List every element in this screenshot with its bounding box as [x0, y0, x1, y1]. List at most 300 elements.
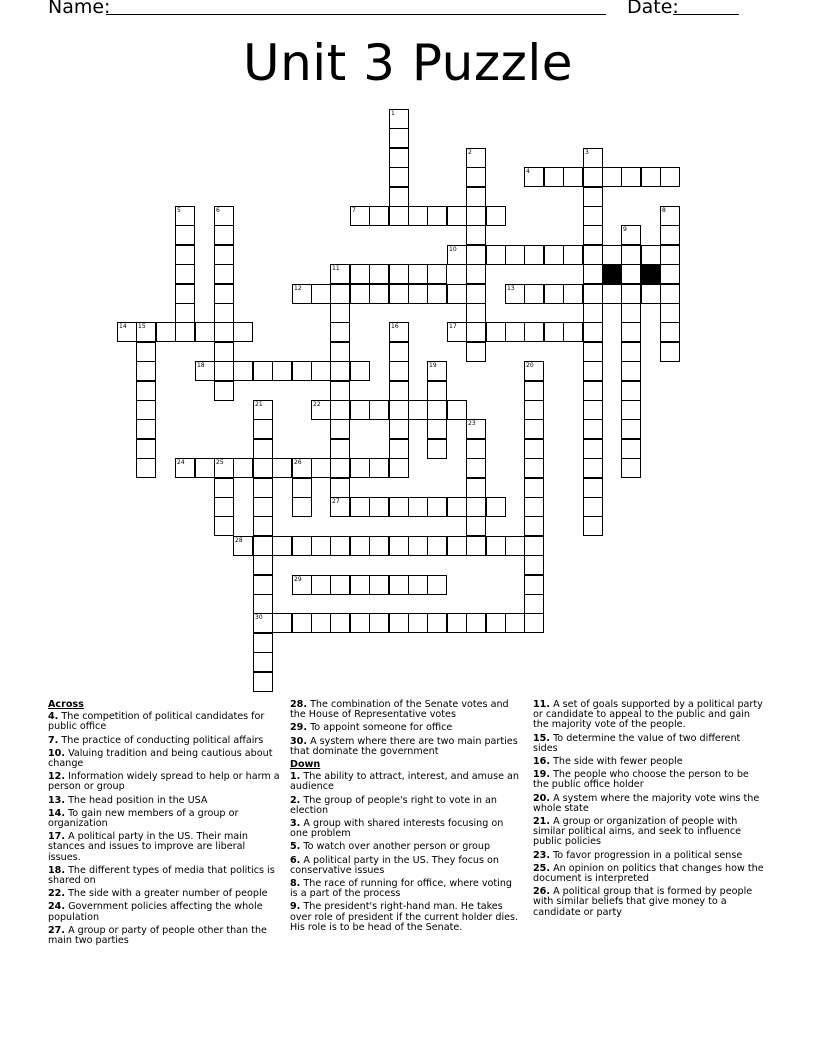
- crossword-cell[interactable]: [214, 381, 234, 401]
- down-clue-16: 16. The side with fewer people: [533, 756, 683, 768]
- crossword-cell[interactable]: [524, 497, 544, 517]
- crossword-cell[interactable]: [330, 536, 350, 556]
- crossword-cell[interactable]: [447, 400, 467, 420]
- crossword-cell[interactable]: [214, 225, 234, 245]
- crossword-cell[interactable]: [253, 652, 273, 672]
- crossword-cell[interactable]: [408, 497, 428, 517]
- crossword-cell[interactable]: [486, 536, 506, 556]
- crossword-cell[interactable]: [330, 613, 350, 633]
- crossword-cell[interactable]: [253, 419, 273, 439]
- crossword-cell[interactable]: [369, 613, 389, 633]
- crossword-cell[interactable]: [583, 439, 603, 459]
- crossword-cell[interactable]: [583, 322, 603, 342]
- crossword-cell[interactable]: [214, 342, 234, 362]
- crossword-cell[interactable]: [408, 536, 428, 556]
- crossword-cell[interactable]: [660, 342, 680, 362]
- crossword-cell[interactable]: [272, 536, 292, 556]
- clue-number-28: 28: [235, 537, 243, 544]
- crossword-cell[interactable]: [311, 284, 331, 304]
- crossword-cell[interactable]: [253, 536, 273, 556]
- across-clue-18: 18. The different types of media that politics is shared on: [48, 864, 275, 887]
- crossword-cell[interactable]: [389, 439, 409, 459]
- crossword-cell[interactable]: [330, 342, 350, 362]
- crossword-cell[interactable]: [583, 400, 603, 420]
- crossword-cell[interactable]: [583, 206, 603, 226]
- crossword-cell[interactable]: [641, 245, 661, 265]
- down-clue-26: 26. A political group that is formed by people with similar beliefs that give money to a candidate or party: [533, 886, 753, 918]
- crossword-cell[interactable]: [524, 575, 544, 595]
- crossword-cell[interactable]: [408, 264, 428, 284]
- crossword-cell[interactable]: [583, 361, 603, 381]
- crossword-cell[interactable]: [389, 109, 409, 129]
- clue-number-16: 16: [391, 323, 399, 330]
- crossword-cell[interactable]: [447, 284, 467, 304]
- crossword-cell[interactable]: [233, 322, 253, 342]
- crossword-cell[interactable]: [292, 536, 312, 556]
- crossword-cell[interactable]: [466, 284, 486, 304]
- clue-number-15: 15: [138, 323, 146, 330]
- crossword-cell[interactable]: [447, 536, 467, 556]
- crossword-cell[interactable]: [389, 167, 409, 187]
- crossword-cell[interactable]: [389, 361, 409, 381]
- crossword-cell[interactable]: [330, 419, 350, 439]
- crossword-cell[interactable]: [272, 458, 292, 478]
- crossword-cell[interactable]: [253, 439, 273, 459]
- crossword-cell[interactable]: [427, 400, 447, 420]
- crossword-cell[interactable]: [505, 245, 525, 265]
- clue-number-26: 26: [294, 459, 302, 466]
- crossword-cell[interactable]: [621, 458, 641, 478]
- crossword-cell[interactable]: [389, 128, 409, 148]
- crossword-cell[interactable]: [486, 497, 506, 517]
- crossword-cell[interactable]: [389, 458, 409, 478]
- crossword-cell[interactable]: [350, 458, 370, 478]
- crossword-cell[interactable]: [602, 284, 622, 304]
- crossword-cell[interactable]: [524, 613, 544, 633]
- crossword-cell[interactable]: [214, 516, 234, 536]
- crossword-cell[interactable]: [214, 361, 234, 381]
- crossword-cell[interactable]: [505, 284, 525, 304]
- crossword-cell[interactable]: [136, 419, 156, 439]
- down-heading: Down: [290, 759, 321, 771]
- crossword-cell[interactable]: [427, 381, 447, 401]
- clue-number-27: 27: [332, 498, 340, 505]
- crossword-cell[interactable]: [486, 613, 506, 633]
- crossword-cell[interactable]: [195, 458, 215, 478]
- crossword-cell[interactable]: [524, 555, 544, 575]
- crossword-cell[interactable]: [408, 284, 428, 304]
- clue-number-2: 2: [468, 149, 472, 156]
- down-clue-1: 1. The ability to attract, interest, and amuse an audience: [290, 771, 519, 793]
- crossword-cell[interactable]: [253, 613, 273, 633]
- crossword-cell[interactable]: [621, 342, 641, 362]
- crossword-cell[interactable]: [466, 264, 486, 284]
- crossword-cell[interactable]: [175, 458, 195, 478]
- crossword-cell[interactable]: [311, 400, 331, 420]
- crossword-cell[interactable]: [292, 361, 312, 381]
- across-clue-17: 17. A political party in the US. Their main stances and issues to improve are liberal issues.: [48, 831, 248, 863]
- crossword-cell[interactable]: [253, 516, 273, 536]
- crossword-cell[interactable]: [447, 206, 467, 226]
- clue-number-6: 6: [216, 207, 220, 214]
- crossword-cell[interactable]: [330, 322, 350, 342]
- crossword-cell[interactable]: [253, 400, 273, 420]
- crossword-cell[interactable]: [369, 536, 389, 556]
- crossword-cell[interactable]: [175, 206, 195, 226]
- crossword-cell[interactable]: [136, 342, 156, 362]
- crossword-cell[interactable]: [466, 148, 486, 168]
- crossword-cell[interactable]: [583, 303, 603, 323]
- crossword-cell[interactable]: [350, 497, 370, 517]
- crossword-cell[interactable]: [544, 167, 564, 187]
- crossword-cell[interactable]: [641, 284, 661, 304]
- crossword-cell[interactable]: [389, 187, 409, 207]
- crossword-cell[interactable]: [466, 536, 486, 556]
- crossword-cell[interactable]: [583, 381, 603, 401]
- crossword-cell[interactable]: [427, 419, 447, 439]
- crossword-cell[interactable]: [330, 361, 350, 381]
- crossword-cell[interactable]: [524, 516, 544, 536]
- crossword-cell[interactable]: [466, 303, 486, 323]
- crossword-cell[interactable]: [292, 497, 312, 517]
- crossword-cell[interactable]: [466, 478, 486, 498]
- crossword-cell[interactable]: [389, 536, 409, 556]
- crossword-cell[interactable]: [369, 206, 389, 226]
- crossword-cell[interactable]: [292, 284, 312, 304]
- crossword-cell[interactable]: [466, 516, 486, 536]
- crossword-cell[interactable]: [660, 264, 680, 284]
- crossword-cell[interactable]: [621, 381, 641, 401]
- crossword-cell[interactable]: [583, 342, 603, 362]
- crossword-cell[interactable]: [621, 225, 641, 245]
- crossword-cell[interactable]: [524, 167, 544, 187]
- crossword-cell[interactable]: [389, 400, 409, 420]
- crossword-cell[interactable]: [253, 361, 273, 381]
- date-label: Date:: [627, 0, 679, 18]
- crossword-cell[interactable]: [583, 478, 603, 498]
- crossword-cell[interactable]: [583, 187, 603, 207]
- crossword-cell[interactable]: [272, 613, 292, 633]
- crossword-cell[interactable]: [389, 148, 409, 168]
- crossword-cell[interactable]: [466, 225, 486, 245]
- crossword-cell[interactable]: [524, 381, 544, 401]
- across-heading: Across: [48, 699, 84, 710]
- crossword-cell[interactable]: [524, 400, 544, 420]
- crossword-cell[interactable]: [621, 361, 641, 381]
- crossword-cell[interactable]: [311, 361, 331, 381]
- crossword-cell[interactable]: [233, 536, 253, 556]
- crossword-cell[interactable]: [447, 322, 467, 342]
- crossword-cell[interactable]: [524, 478, 544, 498]
- crossword-cell[interactable]: [175, 284, 195, 304]
- down-clue-11: 11. A set of goals supported by a political party or candidate to appeal to the public and gain the majority vote of the people.: [533, 699, 763, 731]
- crossword-cell[interactable]: [466, 613, 486, 633]
- crossword-cell[interactable]: [136, 400, 156, 420]
- clue-number-3: 3: [585, 149, 589, 156]
- crossword-cell[interactable]: [389, 381, 409, 401]
- crossword-cell[interactable]: [330, 400, 350, 420]
- crossword-cell[interactable]: [389, 206, 409, 226]
- crossword-cell[interactable]: [350, 361, 370, 381]
- crossword-cell[interactable]: [175, 225, 195, 245]
- crossword-cell[interactable]: [253, 633, 273, 653]
- crossword-cell[interactable]: [330, 303, 350, 323]
- crossword-cell[interactable]: [389, 264, 409, 284]
- crossword-cell[interactable]: [427, 284, 447, 304]
- crossword-cell[interactable]: [621, 284, 641, 304]
- crossword-cell[interactable]: [369, 575, 389, 595]
- crossword-cell[interactable]: [369, 400, 389, 420]
- crossword-cell[interactable]: [486, 322, 506, 342]
- across-clue-4: 4. The competition of political candidates for public office: [48, 711, 265, 733]
- crossword-cell[interactable]: [583, 516, 603, 536]
- across-clue-30: 30. A system where there are two main parties that dominate the government: [290, 735, 518, 757]
- crossword-cell[interactable]: [621, 419, 641, 439]
- crossword-cell[interactable]: [583, 458, 603, 478]
- crossword-cell[interactable]: [524, 439, 544, 459]
- crossword-cell[interactable]: [660, 245, 680, 265]
- crossword-cell[interactable]: [136, 439, 156, 459]
- clues-column-1: [48, 700, 280, 949]
- crossword-cell[interactable]: [427, 206, 447, 226]
- crossword-cell[interactable]: [389, 575, 409, 595]
- crossword-cell[interactable]: [660, 167, 680, 187]
- crossword-cell[interactable]: [563, 284, 583, 304]
- crossword-cell[interactable]: [408, 206, 428, 226]
- crossword-cell[interactable]: [175, 303, 195, 323]
- crossword-cell[interactable]: [544, 245, 564, 265]
- crossword-cell[interactable]: [660, 322, 680, 342]
- crossword-cell[interactable]: [330, 575, 350, 595]
- crossword-cell[interactable]: [214, 206, 234, 226]
- crossword-cell[interactable]: [136, 458, 156, 478]
- crossword-cell[interactable]: [408, 400, 428, 420]
- crossword-cell[interactable]: [350, 536, 370, 556]
- crossword-cell[interactable]: [175, 322, 195, 342]
- crossword-cell[interactable]: [408, 613, 428, 633]
- black-square: [602, 264, 622, 284]
- crossword-cell[interactable]: [330, 497, 350, 517]
- crossword-cell[interactable]: [563, 322, 583, 342]
- crossword-cell[interactable]: [369, 264, 389, 284]
- clue-number-20: 20: [526, 362, 534, 369]
- name-label: Name:: [48, 0, 111, 18]
- across-clue-22: 22. The side with a greater number of people: [48, 888, 268, 900]
- down-clue-23: 23. To favor progression in a political sense: [533, 849, 743, 861]
- crossword-cell[interactable]: [621, 264, 641, 284]
- crossword-cell[interactable]: [660, 284, 680, 304]
- crossword-cell[interactable]: [621, 303, 641, 323]
- crossword-cell[interactable]: [524, 245, 544, 265]
- crossword-cell[interactable]: [350, 206, 370, 226]
- crossword-cell[interactable]: [330, 284, 350, 304]
- crossword-cell[interactable]: [563, 167, 583, 187]
- crossword-cell[interactable]: [389, 613, 409, 633]
- crossword-cell[interactable]: [524, 536, 544, 556]
- crossword-cell[interactable]: [583, 225, 603, 245]
- clue-number-22: 22: [313, 401, 321, 408]
- crossword-cell[interactable]: [369, 497, 389, 517]
- crossword-cell[interactable]: [156, 322, 176, 342]
- crossword-cell[interactable]: [214, 284, 234, 304]
- crossword-cell[interactable]: [621, 167, 641, 187]
- crossword-cell[interactable]: [466, 458, 486, 478]
- crossword-cell[interactable]: [253, 594, 273, 614]
- crossword-cell[interactable]: [214, 497, 234, 517]
- crossword-cell[interactable]: [505, 322, 525, 342]
- crossword-cell[interactable]: [369, 458, 389, 478]
- crossword-cell[interactable]: [330, 381, 350, 401]
- crossword-cell[interactable]: [292, 575, 312, 595]
- crossword-cell[interactable]: [253, 458, 273, 478]
- crossword-cell[interactable]: [253, 497, 273, 517]
- crossword-cell[interactable]: [350, 284, 370, 304]
- crossword-cell[interactable]: [233, 458, 253, 478]
- crossword-cell[interactable]: [253, 555, 273, 575]
- crossword-cell[interactable]: [427, 536, 447, 556]
- crossword-cell[interactable]: [330, 264, 350, 284]
- crossword-cell[interactable]: [466, 497, 486, 517]
- crossword-cell[interactable]: [583, 284, 603, 304]
- crossword-cell[interactable]: [389, 342, 409, 362]
- crossword-cell[interactable]: [389, 497, 409, 517]
- crossword-cell[interactable]: [195, 361, 215, 381]
- crossword-cell[interactable]: [524, 458, 544, 478]
- crossword-cell[interactable]: [466, 245, 486, 265]
- crossword-cell[interactable]: [621, 439, 641, 459]
- crossword-cell[interactable]: [466, 439, 486, 459]
- crossword-cell[interactable]: [136, 361, 156, 381]
- crossword-cell[interactable]: [350, 575, 370, 595]
- crossword-cell[interactable]: [466, 187, 486, 207]
- crossword-cell[interactable]: [233, 361, 253, 381]
- crossword-cell[interactable]: [621, 322, 641, 342]
- crossword-cell[interactable]: [427, 264, 447, 284]
- crossword-cell[interactable]: [292, 478, 312, 498]
- across-clue-12: 12. Information widely spread to help or harm a person or group: [48, 771, 280, 793]
- crossword-cell[interactable]: [563, 245, 583, 265]
- crossword-cell[interactable]: [214, 478, 234, 498]
- crossword-cell[interactable]: [524, 419, 544, 439]
- crossword-cell[interactable]: [136, 322, 156, 342]
- crossword-cell[interactable]: [583, 167, 603, 187]
- crossword-cell[interactable]: [175, 264, 195, 284]
- crossword-cell[interactable]: [447, 245, 467, 265]
- crossword-cell[interactable]: [136, 381, 156, 401]
- crossword-cell[interactable]: [524, 594, 544, 614]
- crossword-cell[interactable]: [369, 284, 389, 304]
- crossword-cell[interactable]: [311, 575, 331, 595]
- clue-number-14: 14: [119, 323, 127, 330]
- across-clue-10: 10. Valuing tradition and being cautious about change: [48, 747, 273, 770]
- crossword-cell[interactable]: [408, 575, 428, 595]
- crossword-cell[interactable]: [466, 322, 486, 342]
- crossword-cell[interactable]: [292, 458, 312, 478]
- crossword-cell[interactable]: [214, 322, 234, 342]
- crossword-cell[interactable]: [660, 225, 680, 245]
- crossword-cell[interactable]: [641, 167, 661, 187]
- crossword-cell[interactable]: [505, 536, 525, 556]
- crossword-cell[interactable]: [466, 419, 486, 439]
- crossword-cell[interactable]: [330, 458, 350, 478]
- crossword-cell[interactable]: [350, 613, 370, 633]
- crossword-cell[interactable]: [583, 419, 603, 439]
- crossword-cell[interactable]: [292, 613, 312, 633]
- crossword-cell[interactable]: [505, 613, 525, 633]
- crossword-cell[interactable]: [253, 478, 273, 498]
- crossword-cell[interactable]: [253, 672, 273, 692]
- crossword-cell[interactable]: [350, 264, 370, 284]
- crossword-cell[interactable]: [466, 342, 486, 362]
- crossword-cell[interactable]: [583, 497, 603, 517]
- crossword-cell[interactable]: [427, 575, 447, 595]
- down-clue-5: 5. To watch over another person or group: [290, 841, 491, 853]
- crossword-cell[interactable]: [350, 400, 370, 420]
- crossword-cell[interactable]: [311, 536, 331, 556]
- crossword-cell[interactable]: [583, 264, 603, 284]
- crossword-cell[interactable]: [427, 439, 447, 459]
- crossword-cell[interactable]: [311, 613, 331, 633]
- crossword-cell[interactable]: [524, 322, 544, 342]
- crossword-cell[interactable]: [583, 148, 603, 168]
- crossword-cell[interactable]: [311, 458, 331, 478]
- crossword-cell[interactable]: [583, 245, 603, 265]
- crossword-cell[interactable]: [602, 167, 622, 187]
- crossword-cell[interactable]: [524, 284, 544, 304]
- clue-number-12: 12: [294, 285, 302, 292]
- down-clue-2: 2. The group of people's right to vote in an election: [290, 794, 497, 816]
- clue-number-21: 21: [255, 401, 263, 408]
- crossword-cell[interactable]: [447, 613, 467, 633]
- crossword-cell[interactable]: [486, 206, 506, 226]
- crossword-cell[interactable]: [330, 439, 350, 459]
- crossword-cell[interactable]: [389, 322, 409, 342]
- crossword-cell[interactable]: [389, 284, 409, 304]
- clue-number-18: 18: [197, 362, 205, 369]
- crossword-cell[interactable]: [272, 361, 292, 381]
- crossword-cell[interactable]: [427, 497, 447, 517]
- crossword-cell[interactable]: [330, 478, 350, 498]
- crossword-cell[interactable]: [660, 303, 680, 323]
- crossword-cell[interactable]: [214, 245, 234, 265]
- crossword-cell[interactable]: [660, 206, 680, 226]
- crossword-cell[interactable]: [389, 419, 409, 439]
- crossword-cell[interactable]: [621, 245, 641, 265]
- crossword-cell[interactable]: [544, 322, 564, 342]
- down-clue-15: 15. To determine the value of two different sides: [533, 732, 741, 754]
- crossword-cell[interactable]: [253, 575, 273, 595]
- crossword-cell[interactable]: [175, 245, 195, 265]
- down-clue-19: 19. The people who choose the person to be the public office holder: [533, 769, 749, 791]
- crossword-cell[interactable]: [621, 400, 641, 420]
- crossword-cell[interactable]: [466, 167, 486, 187]
- crossword-cell[interactable]: [602, 245, 622, 265]
- crossword-cell[interactable]: [214, 264, 234, 284]
- crossword-cell[interactable]: [544, 284, 564, 304]
- crossword-cell[interactable]: [427, 613, 447, 633]
- crossword-cell[interactable]: [117, 322, 137, 342]
- crossword-cell[interactable]: [524, 361, 544, 381]
- clue-number-24: 24: [177, 459, 185, 466]
- crossword-cell[interactable]: [427, 361, 447, 381]
- crossword-cell[interactable]: [214, 303, 234, 323]
- crossword-cell[interactable]: [486, 245, 506, 265]
- clue-number-11: 11: [332, 265, 340, 272]
- crossword-cell[interactable]: [447, 497, 467, 517]
- crossword-cell[interactable]: [466, 206, 486, 226]
- crossword-cell[interactable]: [214, 458, 234, 478]
- crossword-cell[interactable]: [195, 322, 215, 342]
